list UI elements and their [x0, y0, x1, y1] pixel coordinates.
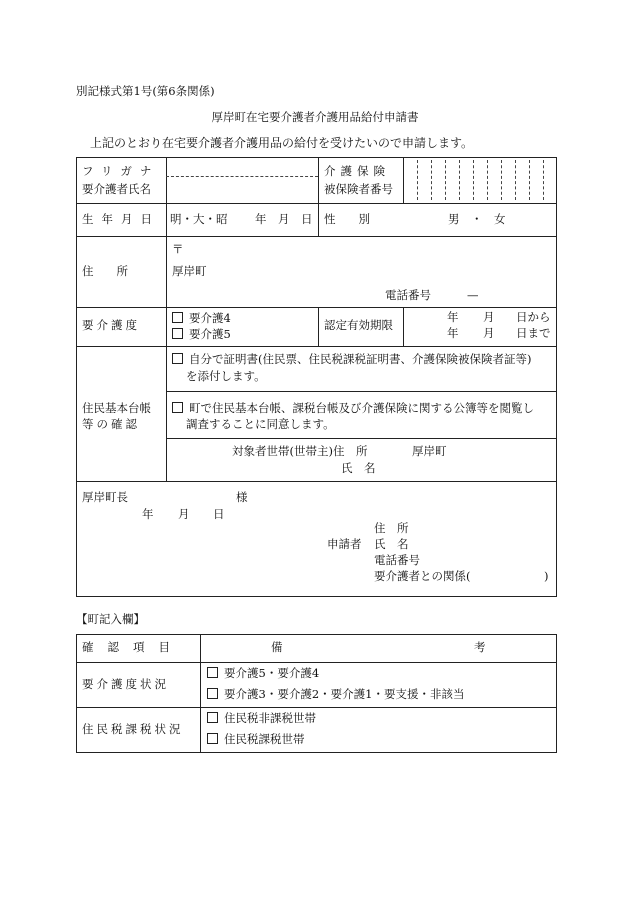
date-month-label: 月 — [178, 507, 190, 521]
office-col-note-1: 備 — [271, 640, 283, 654]
mayor-label: 厚岸町長 — [82, 490, 128, 504]
validity-to-year: 年 — [447, 326, 459, 340]
name-field[interactable] — [170, 180, 316, 200]
validity-label: 認定有効期限 — [324, 318, 393, 332]
care-status-option-2[interactable]: 要介護3・要介護2・要介護1・要支援・非該当 — [207, 688, 464, 701]
phone-dash: — — [467, 288, 479, 302]
tax-status-option-2[interactable]: 住民税課税世帯 — [207, 733, 305, 746]
checkbox-icon[interactable] — [207, 688, 218, 699]
sex-options[interactable]: 男 ・ 女 — [448, 212, 506, 226]
resident-label-2: 等の確認 — [82, 417, 140, 431]
insurance-label-2: 被保険者番号 — [324, 182, 393, 196]
household-name-label: 氏 名 — [341, 461, 376, 475]
dob-label: 生年月日 — [82, 212, 160, 226]
form-title: 厚岸町在宅要介護者介護用品給付申請書 — [211, 110, 419, 124]
phone-label: 電話番号 — [385, 288, 431, 302]
furigana-field[interactable] — [170, 160, 316, 174]
dob-eras[interactable]: 明・大・昭 — [170, 212, 228, 226]
dob-month-label: 月 — [278, 212, 290, 226]
relation-close: ) — [544, 569, 549, 583]
care-status-label: 要介護度状況 — [82, 677, 169, 691]
checkbox-icon[interactable] — [207, 712, 218, 723]
tax-status-label: 住民税課税状況 — [82, 722, 184, 736]
care-option-2[interactable]: 要介護5 — [172, 328, 231, 341]
address-label: 住 所 — [82, 264, 128, 278]
applicant-address-label: 住 所 — [374, 521, 409, 535]
checkbox-icon[interactable] — [172, 402, 183, 413]
household-address-label: 対象者世帯(世帯主)住 所 — [232, 444, 368, 458]
furigana-label: フリガナ — [82, 164, 160, 178]
checkbox-icon[interactable] — [207, 667, 218, 678]
insurance-number-field[interactable] — [405, 160, 555, 200]
intro-text: 上記のとおり在宅要介護者介護用品の給付を受けたいので申請します。 — [90, 136, 474, 150]
form-number: 別記様式第1号(第6条関係) — [76, 84, 215, 98]
validity-from-year: 年 — [447, 310, 459, 324]
applicant-phone-label: 電話番号 — [374, 553, 420, 567]
validity-from-month: 月 — [483, 310, 495, 324]
insurance-label-1: 介護保険 — [324, 164, 390, 178]
checkbox-icon[interactable] — [172, 353, 183, 364]
validity-to-label: 日まで — [516, 326, 551, 340]
checkbox-icon[interactable] — [172, 328, 183, 339]
date-day-label: 日 — [213, 507, 225, 521]
household-town: 厚岸町 — [412, 444, 447, 458]
office-col-note-2: 考 — [474, 640, 486, 654]
date-year-label: 年 — [142, 507, 154, 521]
care-option-1[interactable]: 要介護4 — [172, 312, 231, 325]
dob-year-label: 年 — [255, 212, 267, 226]
name-label: 要介護者氏名 — [82, 182, 151, 196]
applicant-label: 申請者 — [327, 537, 362, 551]
validity-from-label: 日から — [516, 310, 551, 324]
postal-mark: 〒 — [172, 242, 184, 256]
resident-option-1[interactable]: 自分で証明書(住民票、住民税課税証明書、介護保険被保険者証等) — [172, 353, 531, 366]
address-town: 厚岸町 — [172, 264, 207, 278]
tax-status-option-1[interactable]: 住民税非課税世帯 — [207, 712, 316, 725]
checkbox-icon[interactable] — [172, 312, 183, 323]
applicant-relation-label: 要介護者との関係( — [374, 569, 471, 583]
office-section-title: 【町記入欄】 — [76, 612, 145, 626]
dob-day-label: 日 — [301, 212, 313, 226]
care-status-option-1[interactable]: 要介護5・要介護4 — [207, 667, 319, 680]
resident-option-2[interactable]: 町で住民基本台帳、課税台帳及び介護保険に関する公簿等を閲覧し — [172, 402, 534, 415]
resident-label-1: 住民基本台帳 — [82, 401, 151, 415]
sex-label: 性 別 — [324, 212, 370, 226]
validity-to-month: 月 — [483, 326, 495, 340]
office-col-item: 確認項目 — [82, 640, 184, 654]
care-label: 要介護度 — [82, 318, 140, 332]
resident-option-1-cont: を添付します。 — [186, 369, 266, 383]
checkbox-icon[interactable] — [207, 733, 218, 744]
resident-option-2-cont: 調査することに同意します。 — [186, 417, 335, 431]
applicant-name-label: 氏 名 — [374, 537, 409, 551]
honorific: 様 — [236, 490, 248, 504]
